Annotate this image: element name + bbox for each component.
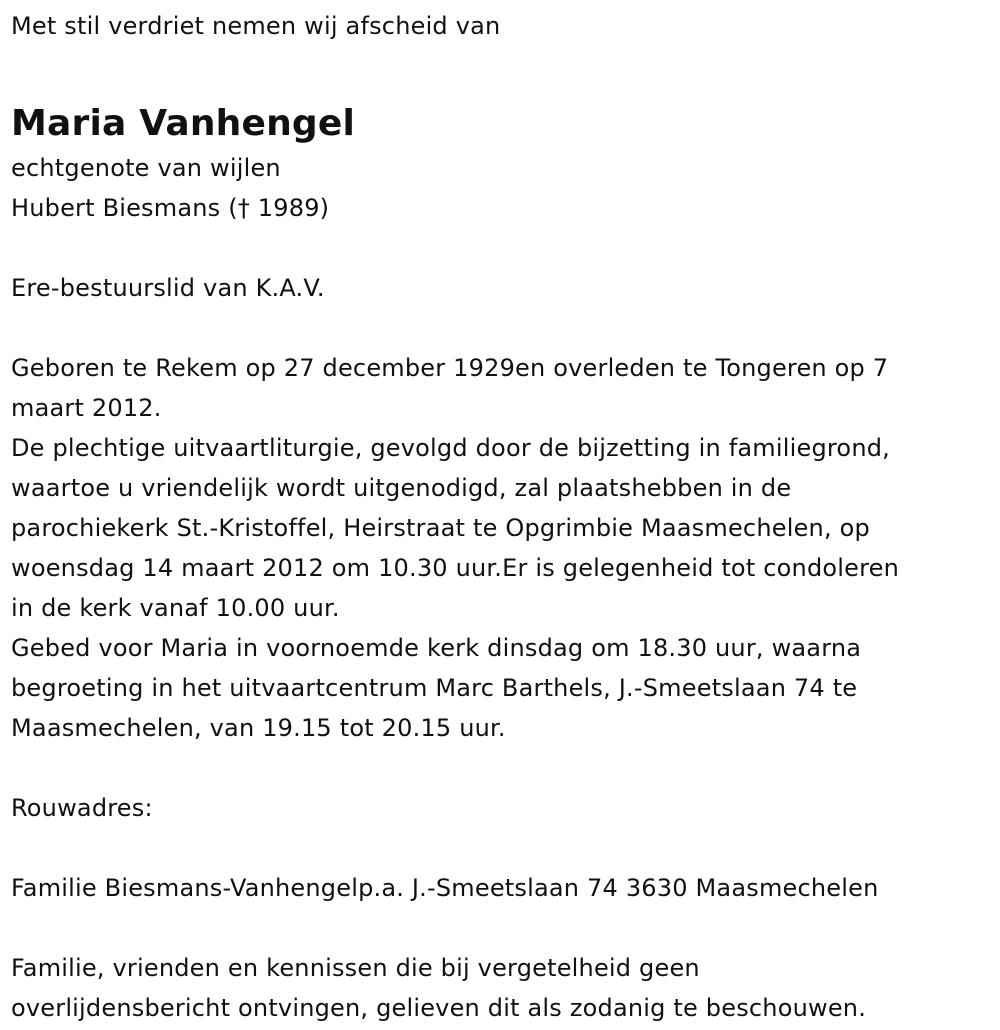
closing-line-1: Familie, vrienden en kennissen die bij vergetelheid geen [11,954,700,982]
spouse-line-1: echtgenote van wijlen [11,154,281,182]
spacer [11,908,990,948]
intro-text: Met stil verdriet nemen wij afscheid van [11,12,501,40]
spacer [11,308,990,348]
spacer [11,228,990,268]
details-line: Geboren te Rekem op 27 december 1929en overleden te Tongeren op 7 [11,354,889,382]
details-line: woensdag 14 maart 2012 om 10.30 uur.Er is gelegenheid tot condoleren [11,554,900,582]
details-line: Maasmechelen, van 19.15 tot 20.15 uur. [11,714,506,742]
details-line: in de kerk vanaf 10.00 uur. [11,594,340,622]
deceased-name: Maria Vanhengel [11,103,356,144]
details-line: maart 2012. [11,394,162,422]
details-line: waartoe u vriendelijk wordt uitgenodigd, zal plaatshebben in de [11,474,792,502]
details-line: parochiekerk St.-Kristoffel, Heirstraat te Opgrimbie Maasmechelen, op [11,514,870,542]
details-line: De plechtige uitvaartliturgie, gevolgd door de bijzetting in familiegrond, [11,434,890,462]
role-text: Ere-bestuurslid van K.A.V. [11,274,325,302]
spacer [11,748,990,788]
spacer [11,828,990,868]
details-line: Gebed voor Maria in voornoemde kerk dinsdag om 18.30 uur, waarna [11,634,862,662]
closing-line-2: overlijdensbericht ontvingen, gelieven dit als zodanig te beschouwen. [11,994,867,1022]
details-line: begroeting in het uitvaartcentrum Marc Barthels, J.-Smeetslaan 74 te [11,674,858,702]
address-text: Familie Biesmans-Vanhengelp.a. J.-Smeetslaan 74 3630 Maasmechelen [11,874,879,902]
address-label: Rouwadres: [11,794,153,822]
details-block [11,348,990,748]
spouse-line-2: Hubert Biesmans († 1989) [11,194,330,222]
